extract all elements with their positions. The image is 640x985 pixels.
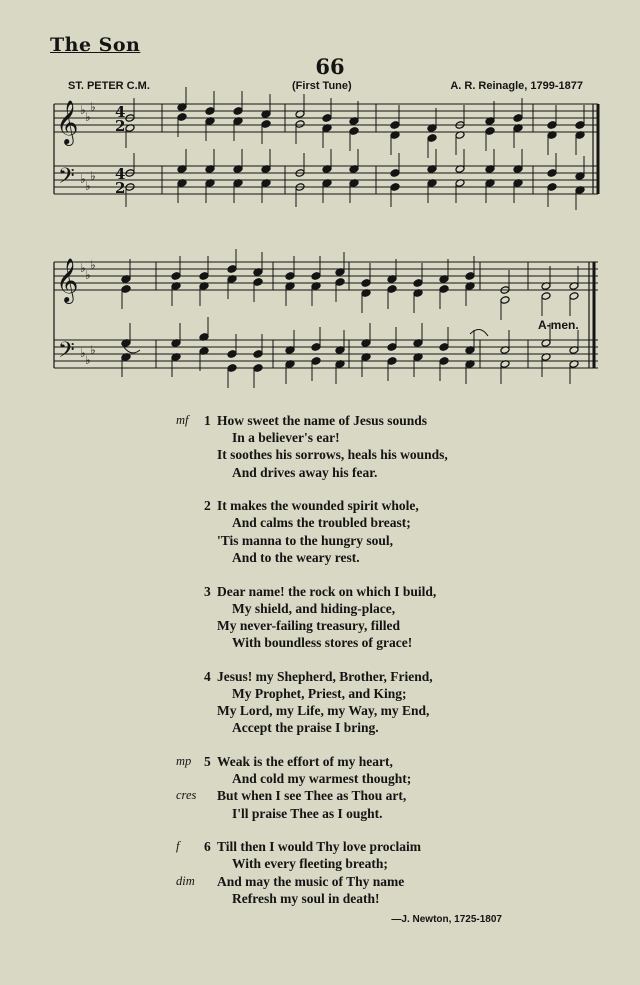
alto-note — [253, 278, 263, 287]
verse-line — [0, 464, 640, 481]
verse-line — [0, 668, 640, 685]
note — [390, 121, 400, 130]
alto-note — [295, 120, 305, 129]
treble-clef-icon: 𝄞 — [56, 100, 79, 144]
verse-text: And calms the troubled breast; — [232, 515, 411, 531]
alto-note — [439, 285, 449, 294]
music-score — [0, 0, 640, 400]
alto-note — [387, 285, 397, 294]
note — [205, 107, 215, 116]
flat-icon: ♭ — [80, 172, 86, 186]
stanza-number: 6 — [204, 839, 211, 855]
tenor-note — [547, 169, 557, 178]
note — [361, 279, 371, 288]
verse-text: And drives away his fear. — [232, 464, 378, 480]
verse-text: My Prophet, Priest, and King; — [232, 685, 407, 701]
note — [171, 272, 181, 281]
alto-note — [500, 296, 510, 305]
time-signature: 2 — [115, 179, 126, 197]
section-title: The Son — [50, 34, 141, 56]
verse-line — [0, 702, 640, 719]
bass-note — [390, 183, 400, 192]
dynamic-marking: cres — [176, 788, 197, 803]
bass-note — [311, 357, 321, 366]
verse-line — [0, 514, 640, 531]
stanza-number: 5 — [204, 754, 211, 769]
verse-text: 'Tis manna to the hungry soul, — [217, 532, 394, 548]
bass-note — [253, 364, 263, 373]
bass-note — [547, 183, 557, 192]
verse-line — [0, 873, 640, 890]
verse-text: It soothes his sorrows, heals his wounds, — [217, 447, 448, 463]
note — [233, 107, 243, 116]
amen-label: A-men. — [538, 318, 579, 332]
verse-text: With boundless stores of grace! — [232, 635, 413, 651]
dynamic-marking: mp — [176, 754, 192, 768]
flat-icon: ♭ — [90, 343, 96, 357]
verse-line — [0, 855, 640, 872]
tenor-note — [390, 169, 400, 178]
stanza — [0, 753, 640, 822]
verse-text: In a believer's ear! — [232, 430, 340, 446]
slur — [470, 329, 488, 336]
verse-line — [0, 770, 640, 787]
verse-text: Weak is the effort of my heart, — [217, 754, 393, 769]
tenor-note — [439, 343, 449, 352]
note — [575, 121, 585, 130]
bass-clef-icon: 𝄢 — [58, 164, 75, 194]
verse-line — [0, 787, 640, 804]
alto-note — [177, 113, 187, 122]
alto-note — [569, 292, 579, 301]
flat-icon: ♭ — [90, 100, 96, 114]
verse-line — [0, 685, 640, 702]
verse-line — [0, 617, 640, 634]
hymn-verses — [0, 412, 640, 924]
flat-icon: ♭ — [85, 268, 91, 282]
bass-note — [439, 357, 449, 366]
verse-text: How sweet the name of Jesus sounds — [217, 413, 428, 428]
verse-text: It makes the wounded spirit whole, — [217, 498, 419, 514]
bass-note — [387, 357, 397, 366]
verse-line — [0, 412, 640, 429]
flat-icon: ♭ — [80, 261, 86, 275]
stanza — [0, 497, 640, 566]
flat-icon: ♭ — [85, 179, 91, 193]
stanza-number: 3 — [204, 583, 211, 599]
note — [227, 265, 237, 274]
verse-text: Refresh my soul in death! — [232, 890, 380, 906]
note — [285, 272, 295, 281]
stanza-number: 2 — [204, 498, 211, 514]
verse-text: I'll praise Thee as I ought. — [232, 805, 383, 821]
verse-text: Dear name! the rock on which I build, — [217, 583, 437, 599]
stanza — [0, 668, 640, 737]
tenor-note — [227, 350, 237, 359]
hymn-number: 66 — [315, 54, 345, 79]
stanza-number: 4 — [204, 668, 211, 684]
verse-line — [0, 549, 640, 566]
alto-note — [485, 127, 495, 136]
verse-text: My never-failing treasury, filled — [217, 617, 400, 633]
verse-line — [0, 753, 640, 770]
verse-line — [0, 634, 640, 651]
alto-note — [541, 292, 551, 301]
verse-text: And cold my warmest thought; — [232, 771, 412, 787]
note — [413, 279, 423, 288]
flat-icon: ♭ — [90, 258, 96, 272]
note — [199, 272, 209, 281]
tune-name: ST. PETER C.M. — [68, 80, 150, 92]
note — [547, 121, 557, 130]
verse-line — [0, 446, 640, 463]
verse-line — [0, 719, 640, 736]
flat-icon: ♭ — [85, 353, 91, 367]
verse-line — [0, 497, 640, 514]
note — [311, 272, 321, 281]
verse-text: With every fleeting breath; — [232, 856, 388, 872]
verse-text: Till then I would Thy love proclaim — [217, 839, 422, 855]
verse-line — [0, 838, 640, 855]
alto-note — [335, 278, 345, 287]
alto-note — [349, 127, 359, 136]
dynamic-marking: mf — [176, 413, 189, 427]
alto-note — [261, 120, 271, 129]
verse-text: Jesus! my Shepherd, Brother, Friend, — [217, 668, 433, 684]
dynamic-marking: f — [176, 839, 180, 854]
flat-icon: ♭ — [80, 346, 86, 360]
alto-note — [427, 134, 437, 143]
verse-line — [0, 805, 640, 822]
alto-note — [121, 285, 131, 294]
stanza-number: 1 — [204, 413, 211, 428]
verse-line — [0, 532, 640, 549]
time-signature: 4 — [115, 165, 126, 183]
verse-text: And may the music of Thy name — [217, 873, 405, 889]
tenor-note — [253, 350, 263, 359]
bass-clef-icon: 𝄢 — [58, 338, 75, 368]
note — [465, 272, 475, 281]
time-signature: 2 — [115, 117, 126, 135]
verse-line — [0, 600, 640, 617]
flat-icon: ♭ — [80, 103, 86, 117]
stanza — [0, 412, 640, 481]
verse-text: My shield, and hiding-place, — [232, 600, 396, 616]
verse-line — [0, 890, 640, 907]
stanza — [0, 838, 640, 907]
note — [322, 114, 332, 123]
verse-text: Accept the praise I bring. — [232, 720, 379, 736]
stanza — [0, 583, 640, 652]
bass-note — [227, 364, 237, 373]
note — [513, 114, 523, 123]
verse-line — [0, 429, 640, 446]
flat-icon: ♭ — [85, 110, 91, 124]
flat-icon: ♭ — [90, 169, 96, 183]
verse-text: But when I see Thee as Thou art, — [217, 788, 407, 804]
dynamic-marking: dim — [176, 873, 195, 888]
author-attribution: —J. Newton, 1725-1807 — [391, 914, 502, 925]
tenor-note — [311, 343, 321, 352]
time-signature: 4 — [115, 103, 126, 121]
verse-text: My Lord, my Life, my Way, my End, — [217, 703, 430, 719]
composer-credit: A. R. Reinagle, 1799-1877 — [450, 80, 583, 92]
verse-text: And to the weary rest. — [232, 549, 360, 565]
tenor-note — [387, 343, 397, 352]
tune-note: (First Tune) — [292, 80, 352, 92]
verse-line — [0, 583, 640, 600]
treble-clef-icon: 𝄞 — [56, 258, 79, 302]
